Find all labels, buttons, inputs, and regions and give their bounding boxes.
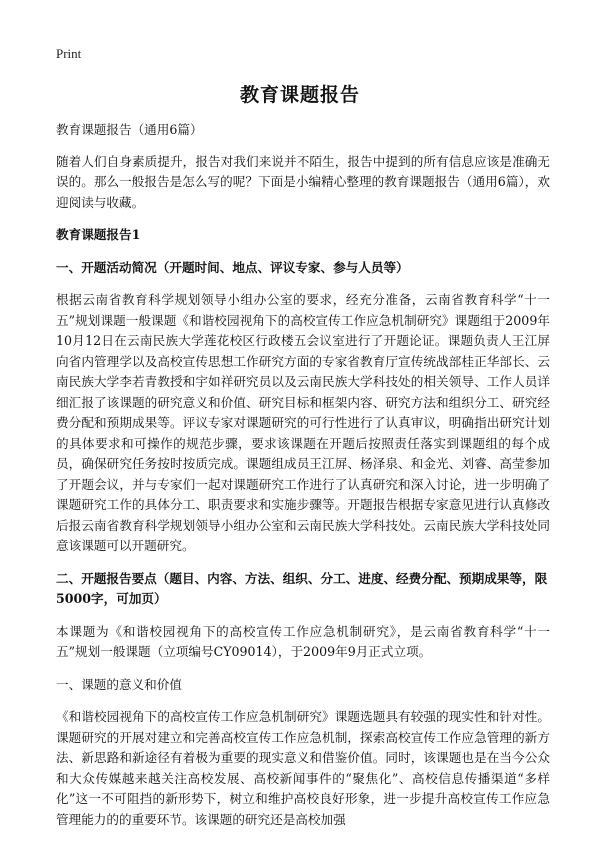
document-body [56, 120, 550, 842]
intro-paragraph: 随着人们自身素质提升，报告对我们来说并不陌生，报告中提到的所有信息应该是准确无误的。那么一般报告是怎么写的呢？下面是小编精心整理的教育课题报告（通用6篇），欢迎阅读与收藏。 [56, 153, 550, 210]
section-title: 教育课题报告1 [56, 227, 141, 242]
document-title: 教育课题报告 [239, 84, 360, 106]
paragraph-activity-summary: 根据云南省教育科学规划领导小组办公室的要求，经充分准备，云南省教育科学“十一五”规划课题一般课题《和谐校园视角下的高校宣传工作应急机制研究》课题组于2009年10月12日在云南民族大学莲花校区行政楼五会议室进行了开题论证。课题负责人王江屏向省内管理学以及高校宣传思想工作研究方面的专家省教育厅宣传统战部桂正华部长、云南民族大学李若青教授和宇如祥研究员以及云南民族大学科技处的相关领导、工作人员详细汇报了该课题的研究意义和价值、研究目标和框架内容、研究方法和组织分工、研究经费分配和预期成果等。评议专家对课题研究的可行性进行了认真审议，明确指出研究计划的具体要求和可操作的规范步骤，要求该课题在开题后按照责任落实到课题组的每个成员，确保研究任务按时按质完成。课题组成员王江屏、杨泽泉、和金光、刘睿、高莹参加了开题会议，并与专家们一起对课题研究工作进行了认真研究和深入讨论，进一步明确了课题研究工作的具体分工、职责要求和实施步骤等。开题报告根据专家意见进行认真修改后报云南省教育科学规划领导小组办公室和云南民族大学科技处。云南民族大学科技处同意该课题可以开题研究。 [56, 292, 550, 553]
heading-activity-summary: 一、开题活动简况（开题时间、地点、评议专家、参与人员等） [56, 259, 409, 275]
paragraph-topic-intro: 本课题为《和谐校园视角下的高校宣传工作应急机制研究》，是云南省教育科学“十一五”规划一般课题（立项编号CY09014），于2009年9月正式立项。 [56, 623, 550, 659]
paragraph-significance: 《和谐校园视角下的高校宣传工作应急机制研究》课题选题具有较强的现实性和针对性。课题研究的开展对建立和完善高校宣传工作应急机制，探索高校宣传工作应急管理的新方法、新思路和新途径有着极为重要的现实意义和借鉴价值。同时，该课题也是在当今公众和大众传媒越来越关注高校发展、高校新闻事件的“聚焦化”、高校信息传播渠道“多样化”这一不可阻挡的新形势下，树立和维护高校良好形象，进一步提升高校宣传工作应急管理能力的的重要环节。该课题的研究还是高校加强 [56, 709, 550, 827]
print-link[interactable]: Print [56, 46, 82, 61]
heading-report-points: 二、开题报告要点（题目、内容、方法、组织、分工、进度、经费分配、预期成果等，限5000字，可加页） [56, 570, 548, 606]
document-subtitle: 教育课题报告（通用6篇） [56, 122, 203, 137]
subheading-significance: 一、课题的意义和价值 [56, 676, 182, 692]
